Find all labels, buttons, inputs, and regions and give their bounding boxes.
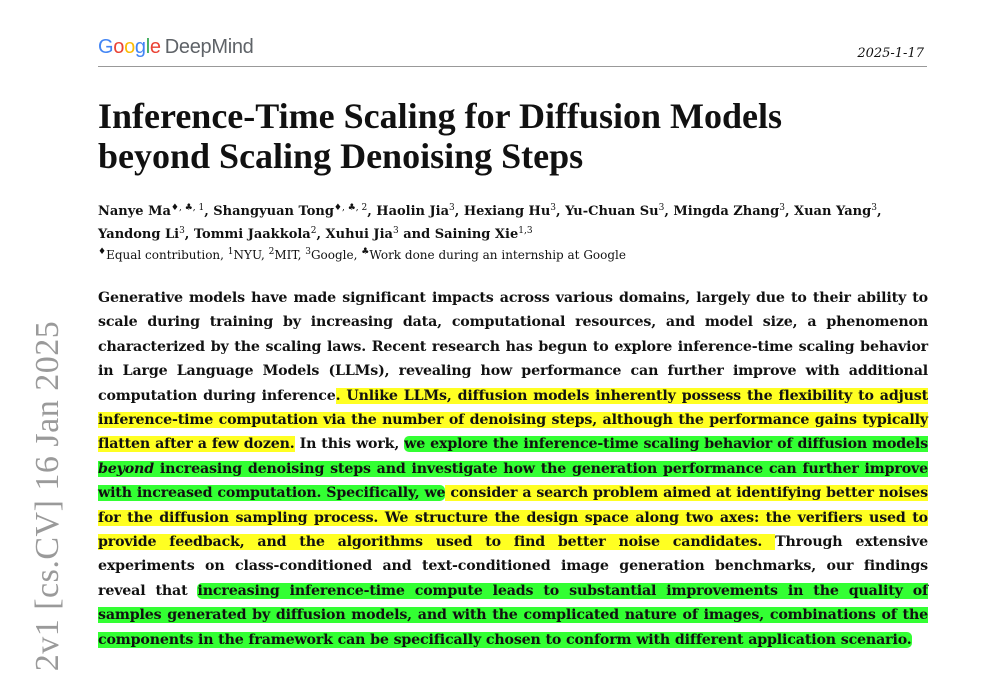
abstract-segment: Through extensive experiments on class-conditioned and text-conditioned image generation benchmarks, our findings reveal that xyxy=(98,534,928,599)
author-name: Yu-Chuan Su xyxy=(565,204,659,219)
note-symbol: 3 xyxy=(305,247,311,257)
author-affiliation: ♦, ♣, 1 xyxy=(170,203,205,213)
author-name: Saining Xie xyxy=(434,227,519,242)
author-name: Yandong Li xyxy=(98,227,180,242)
abstract-segment: we explore the inference-time scaling behavior of diffusion models xyxy=(404,436,929,453)
google-letter: o xyxy=(124,36,135,58)
author-affiliation: 3 xyxy=(550,203,557,213)
author-name: Haolin Jia xyxy=(376,204,450,219)
title-line-2: beyond Scaling Denoising Steps xyxy=(98,136,584,176)
abstract-italic: beyond xyxy=(98,460,154,477)
author-affiliation: 1,3 xyxy=(518,226,533,236)
paper-title xyxy=(98,96,898,176)
note-symbol: 2 xyxy=(268,247,275,257)
abstract-segment: In this work, xyxy=(294,436,405,453)
paper-date: 2025-1-17 xyxy=(857,46,924,61)
abstract-segment: increasing denoising steps and investigate how the generation performance can further improve with increased computation. Specifically, we xyxy=(98,460,928,502)
note-symbol: ♦ xyxy=(98,247,107,257)
affiliation-notes xyxy=(98,246,928,264)
abstract-highlight-yellow: . Unlike LLMs, diffusion models inherently possess the flexibility to adjust inference-time computation via the number of denoising steps, although the performance gains typically flatten after a few dozen. xyxy=(98,387,928,453)
author-name: Nanye Ma xyxy=(98,204,171,219)
note-text: Equal contribution, xyxy=(106,248,228,262)
note-symbol: ♣ xyxy=(361,247,370,257)
author-affiliation: 3 xyxy=(871,203,877,213)
google-letter: g xyxy=(134,36,146,58)
author-conjunction: and xyxy=(403,227,431,242)
google-letter: e xyxy=(149,36,161,58)
deepmind-wordmark: DeepMind xyxy=(164,36,254,58)
author-name: Shangyuan Tong xyxy=(213,204,334,219)
arxiv-sidebar-id: 2v1 [cs.CV] 16 Jan 2025 xyxy=(29,320,66,672)
note-symbol: 1 xyxy=(227,247,234,257)
abstract-segment: Generative models have made significant impacts across various domains, largely due to their ability to scale during training by increasing data, computational resources, and model size, a phenomenon characterized by the scaling laws. Recent research has begun to explore inference-time scaling behavior in Large Language Models (LLMs), revealing how performance can further improve with additional computation during inference xyxy=(98,290,928,404)
author-affiliation: ♦, ♣, 2 xyxy=(333,203,368,213)
author-name: Xuhui Jia xyxy=(325,227,393,242)
author-affiliation: 3 xyxy=(658,203,665,213)
google-letter: o xyxy=(113,36,125,58)
author-affiliation: 2 xyxy=(310,226,317,236)
abstract-highlight-green: increasing inference-time compute leads to substantial improvements in the quality of samples generated by diffusion models, and with the complicated nature of images, combinations of the components in the framework can be specifically chosen to conform with different application scenario. xyxy=(98,582,928,648)
author-affiliation: 3 xyxy=(179,226,185,236)
author-affiliation: 3 xyxy=(449,203,455,213)
header-divider xyxy=(98,66,927,67)
author-name: Xuan Yang xyxy=(794,204,872,219)
author-affiliation: 3 xyxy=(392,226,399,236)
google-deepmind-logo xyxy=(98,36,254,59)
title-line-1: Inference-Time Scaling for Diffusion Models xyxy=(98,96,782,136)
author-list: Nanye $Ma^{♦, ♣, 1}$, Shangyuan Tong$^{♦, ♣, 2}$, Haolin Jia$^3$, Hexiang Hu$^3$, Yu-Chuan Su$^3$, Mingda Zhang$^3$, Xuan Yang$^3$, Yandong Li$^3$, Tommi Jaakkola$^2$, Xuhui Jia$^3$ and Saining Xie$^{1,3}$ xyxy=(98,203,882,242)
note-text: MIT, xyxy=(274,248,306,262)
note-text: NYU, xyxy=(233,248,269,262)
author-name: Mingda Zhang xyxy=(673,204,780,219)
google-letter: l xyxy=(145,36,150,58)
author-name: Hexiang Hu xyxy=(463,204,551,219)
author-name: Tommi Jaakkola xyxy=(193,227,311,242)
abstract-highlight-yellow: consider a search problem aimed at identifying better noises for the diffusion sampling process. We structure the design space along two axes: the verifiers used to provide feedback, and the algorithms used to find better noise candidates. xyxy=(98,485,928,551)
google-wordmark xyxy=(98,36,161,58)
note-text: Work done during an internship at Google xyxy=(369,248,626,262)
google-letter: G xyxy=(98,36,114,58)
note-text: Google, xyxy=(310,248,362,262)
abstract xyxy=(98,286,928,652)
author-affiliation: 3 xyxy=(779,203,785,213)
